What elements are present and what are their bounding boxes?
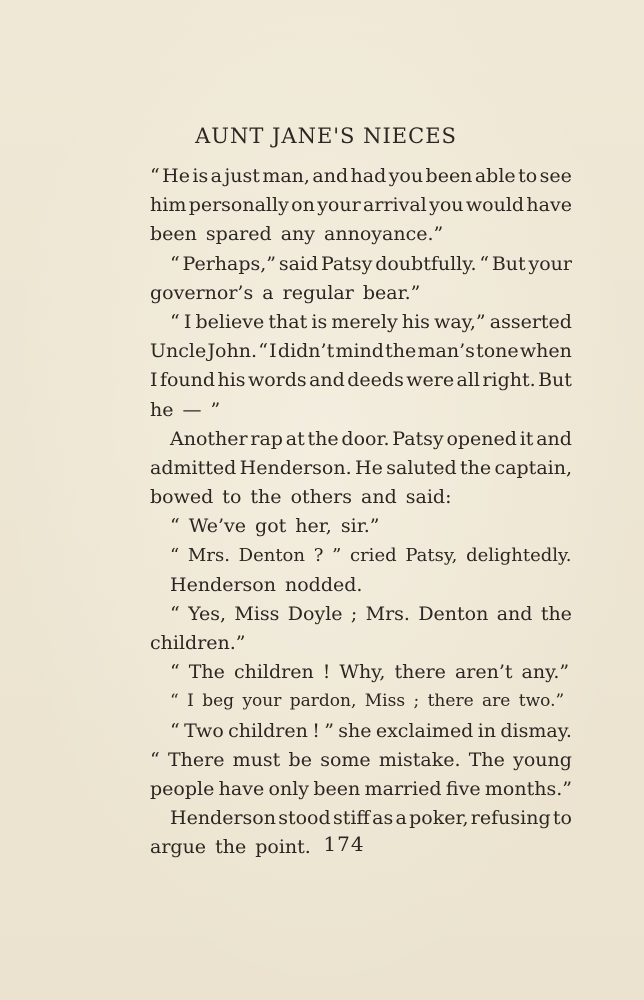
- word: John.: [207, 340, 258, 363]
- word: Another: [170, 427, 248, 450]
- text-line: [150, 600, 572, 629]
- word: Doyle: [287, 602, 343, 625]
- word: “: [150, 165, 160, 187]
- text-line: he — ”: [150, 398, 221, 421]
- word: But: [538, 369, 572, 392]
- word: have: [526, 194, 572, 217]
- word: said: [278, 252, 319, 275]
- word: have: [218, 777, 265, 800]
- word: I: [150, 369, 158, 392]
- word: ;: [350, 602, 358, 625]
- word: I: [269, 340, 277, 363]
- word: Perhaps,”: [182, 252, 277, 275]
- word: tone: [476, 340, 519, 363]
- word: “: [170, 252, 180, 275]
- text-line: governor’s a regular bear.”: [150, 281, 421, 304]
- text-line: “ The children ! Why, there aren’t any.”: [170, 661, 570, 684]
- word: door.: [341, 427, 390, 450]
- word: see: [539, 165, 572, 187]
- word: would: [465, 194, 525, 217]
- text-line: children.”: [150, 632, 246, 654]
- word: Patsy: [320, 252, 373, 275]
- word: must: [232, 748, 281, 771]
- word: a: [210, 165, 222, 187]
- word: doubtfully.: [375, 252, 477, 275]
- word: dismay.: [500, 719, 572, 742]
- word: you: [388, 165, 424, 187]
- word: your: [317, 194, 361, 217]
- word: and: [309, 369, 345, 392]
- word: been: [313, 777, 361, 800]
- text-line: argue the point.: [150, 836, 311, 859]
- word: Yes,: [188, 602, 227, 625]
- word: you: [429, 194, 464, 217]
- word: asserted: [489, 310, 572, 333]
- word: Miss: [234, 602, 280, 625]
- page-number: 174: [323, 832, 365, 856]
- word: a: [395, 807, 407, 830]
- word: !: [312, 719, 320, 742]
- word: “: [170, 719, 180, 742]
- word: Mrs.: [365, 602, 410, 625]
- text-line: “ We’ve got her, sir.”: [170, 515, 380, 538]
- word: man’s: [417, 340, 475, 363]
- word: “: [170, 310, 180, 333]
- word: that: [268, 310, 308, 333]
- text-line: [150, 337, 572, 366]
- word: when: [519, 340, 572, 363]
- word: the: [307, 427, 339, 450]
- word: young: [513, 748, 572, 771]
- word: stood: [278, 807, 331, 830]
- word: five: [445, 777, 481, 800]
- word: she: [338, 719, 372, 742]
- word: refusing: [470, 807, 551, 830]
- word: him: [150, 194, 187, 217]
- word: it: [519, 427, 534, 450]
- text-line: [150, 162, 572, 191]
- word: words: [247, 369, 307, 392]
- text-line: [150, 454, 572, 483]
- word: the: [385, 340, 417, 363]
- word: and: [312, 165, 349, 187]
- text-line: [150, 717, 572, 746]
- word: way,”: [434, 310, 486, 333]
- word: and: [536, 427, 572, 450]
- word: “: [479, 252, 490, 275]
- word: mistake.: [378, 748, 461, 771]
- word: had: [350, 165, 387, 187]
- word: deeds: [347, 369, 404, 392]
- word: months.”: [484, 777, 572, 800]
- word: be: [288, 748, 312, 771]
- word: and: [496, 602, 533, 625]
- word: some: [320, 748, 371, 771]
- word: the: [540, 602, 572, 625]
- word: children: [228, 719, 308, 742]
- word: found: [159, 369, 216, 392]
- word: stiff: [332, 807, 370, 830]
- word: man,: [262, 165, 310, 187]
- text-line: [150, 308, 572, 337]
- word: Denton: [418, 602, 489, 625]
- word: Uncle: [150, 340, 207, 363]
- word: didn’t: [277, 340, 335, 363]
- text-line: bowed to the others and said:: [150, 486, 452, 509]
- word: The: [468, 748, 505, 771]
- word: his: [217, 369, 246, 392]
- word: all: [456, 369, 480, 392]
- word: the: [460, 456, 492, 479]
- word: mind: [335, 340, 384, 363]
- word: at: [285, 427, 305, 450]
- word: Henderson: [170, 807, 276, 830]
- running-head: AUNT JANE'S NIECES: [195, 124, 457, 148]
- word: exclaimed: [375, 719, 474, 742]
- text-line: [150, 804, 572, 833]
- word: been: [425, 165, 473, 187]
- word: his: [401, 310, 430, 333]
- word: poker,: [409, 807, 469, 830]
- word: personally: [188, 194, 289, 217]
- word: Patsy: [392, 427, 444, 450]
- text-line: [150, 425, 572, 454]
- text-line: been spared any annoyance.”: [150, 223, 444, 246]
- word: on: [291, 194, 315, 217]
- text-line: Henderson nodded.: [170, 573, 363, 596]
- word: married: [364, 777, 442, 800]
- text-line: [150, 191, 572, 220]
- word: able: [474, 165, 516, 187]
- text-line: “ Mrs. Denton ? ” cried Patsy, delightedly.: [170, 545, 572, 567]
- word: your: [528, 252, 572, 275]
- word: He: [162, 165, 190, 187]
- text-line: “ I beg your pardon, Miss ; there are two.”: [170, 691, 565, 712]
- word: Two: [184, 719, 224, 742]
- word: is: [311, 310, 328, 333]
- word: But: [491, 252, 526, 275]
- word: is: [192, 165, 209, 187]
- word: admitted: [150, 456, 237, 479]
- word: I: [183, 310, 192, 333]
- word: people: [150, 777, 215, 800]
- word: in: [477, 719, 497, 742]
- word: arrival: [363, 194, 427, 217]
- word: to: [518, 165, 538, 187]
- text-line: [150, 746, 572, 775]
- body-text: [150, 162, 572, 863]
- word: He: [355, 456, 383, 479]
- word: “: [150, 748, 160, 771]
- word: were: [406, 369, 455, 392]
- word: captain,: [494, 456, 572, 479]
- text-line: [150, 366, 572, 395]
- word: rap: [250, 427, 283, 450]
- word: only: [268, 777, 310, 800]
- word: Henderson.: [239, 456, 352, 479]
- word: merely: [331, 310, 398, 333]
- word: saluted: [386, 456, 457, 479]
- word: “: [258, 340, 268, 363]
- text-line: [150, 250, 572, 279]
- word: just: [224, 165, 260, 187]
- word: ”: [324, 719, 334, 742]
- word: opened: [446, 427, 517, 450]
- word: to: [552, 807, 572, 830]
- word: right.: [482, 369, 536, 392]
- word: There: [167, 748, 225, 771]
- text-line: [150, 775, 572, 804]
- word: “: [170, 602, 180, 625]
- word: as: [372, 807, 394, 830]
- word: believe: [195, 310, 265, 333]
